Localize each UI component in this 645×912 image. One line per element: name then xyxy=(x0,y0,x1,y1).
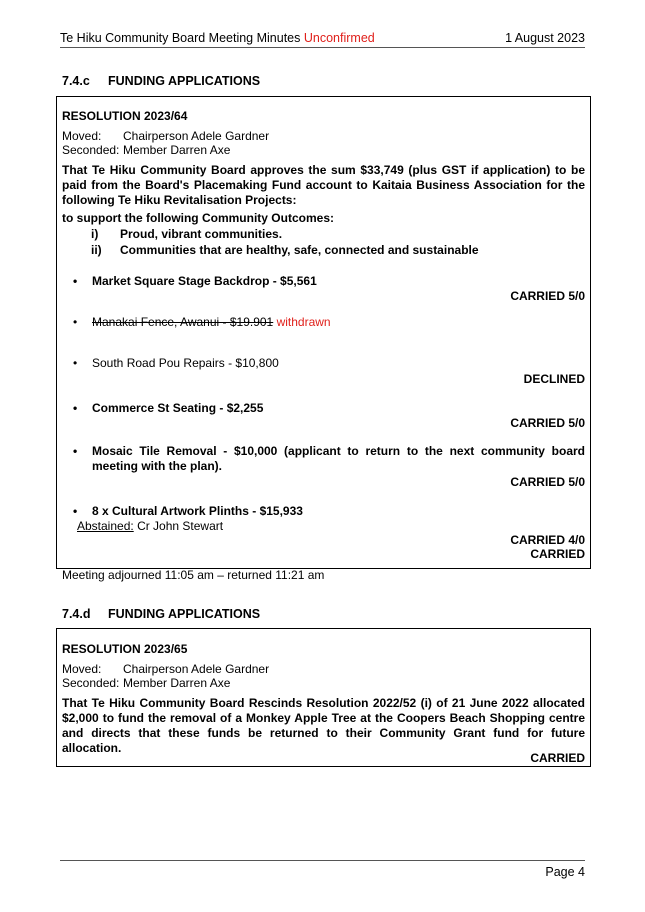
seconded-value: Member Darren Axe xyxy=(123,676,231,690)
outcome-item xyxy=(91,227,282,241)
seconded-label: Seconded: xyxy=(62,676,120,690)
moved-line xyxy=(62,662,269,676)
funding-item-result: CARRIED 5/0 xyxy=(510,416,585,430)
header-title-line xyxy=(60,31,375,45)
funding-item-result: CARRIED 5/0 xyxy=(510,289,585,303)
outcome-num: ii) xyxy=(91,243,102,257)
moved-label: Moved: xyxy=(62,129,102,143)
page-header xyxy=(60,31,585,48)
page-footer xyxy=(60,860,585,879)
motion-text: That Te Hiku Community Board approves the sum $33,749 (plus GST if application) to be paid from the Board's Placemaking Fund account to Kaitaia Business Association for the following Te Hiku Revitalisation Projects: xyxy=(62,163,585,207)
section-title: FUNDING APPLICATIONS xyxy=(108,607,261,621)
moved-line xyxy=(62,129,269,143)
page-number: Page 4 xyxy=(545,865,585,879)
final-result: CARRIED xyxy=(530,547,585,561)
withdrawn-note: withdrawn xyxy=(276,315,331,329)
abstained-value: Cr John Stewart xyxy=(137,519,224,533)
seconded-line xyxy=(62,676,230,690)
section-heading-2 xyxy=(62,607,260,621)
funding-item-text: 8 x Cultural Artwork Plinths - $15,933 xyxy=(92,504,303,518)
final-result: CARRIED xyxy=(530,751,585,765)
resolution-number: RESOLUTION 2023/65 xyxy=(62,642,188,656)
seconded-label: Seconded: xyxy=(62,143,120,157)
outcomes-intro: to support the following Community Outcomes: xyxy=(62,211,334,225)
funding-item-text: Commerce St Seating - $2,255 xyxy=(92,401,264,415)
funding-item-result: DECLINED xyxy=(523,372,585,386)
funding-item-text: Mosaic Tile Removal - $10,000 (applicant to return to the next community board meeting with the plan). xyxy=(92,444,585,473)
section-title: FUNDING APPLICATIONS xyxy=(108,74,261,88)
outcome-text: Communities that are healthy, safe, connected and sustainable xyxy=(120,243,479,257)
funding-item-result: CARRIED 5/0 xyxy=(510,475,585,489)
header-status: Unconfirmed xyxy=(303,31,375,45)
resolution-box-2 xyxy=(56,628,591,767)
funding-item-result: CARRIED 4/0 xyxy=(510,533,585,547)
outcome-text: Proud, vibrant communities. xyxy=(120,227,283,241)
section-heading-1 xyxy=(62,74,260,88)
funding-item-text: South Road Pou Repairs - $10,800 xyxy=(92,356,279,370)
funding-item-text: Market Square Stage Backdrop - $5,561 xyxy=(92,274,317,288)
moved-label: Moved: xyxy=(62,662,102,676)
resolution-box-1 xyxy=(56,96,591,569)
funding-item-text: Manakai Fence, Awanui - $19.901 xyxy=(92,315,274,329)
section-number: 7.4.d xyxy=(62,607,91,621)
section-number: 7.4.c xyxy=(62,74,90,88)
seconded-value: Member Darren Axe xyxy=(123,143,231,157)
moved-value: Chairperson Adele Gardner xyxy=(123,129,270,143)
seconded-line xyxy=(62,143,230,157)
motion-text: That Te Hiku Community Board Rescinds Resolution 2022/52 (i) of 21 June 2022 allocated $2,000 to fund the removal of a Monkey Apple Tree at the Coopers Beach Shopping centre and directs that these funds be returned to their Community Grant fund for future allocation. xyxy=(62,696,585,755)
adjournment-note: Meeting adjourned 11:05 am – returned 11:21 am xyxy=(62,568,325,582)
moved-value: Chairperson Adele Gardner xyxy=(123,662,270,676)
outcome-num: i) xyxy=(91,227,99,241)
outcome-item xyxy=(91,243,479,257)
resolution-number: RESOLUTION 2023/64 xyxy=(62,109,188,123)
header-date: 1 August 2023 xyxy=(505,31,585,45)
abstained-label: Abstained: xyxy=(77,519,134,533)
header-title: Te Hiku Community Board Meeting Minutes xyxy=(60,31,301,45)
abstained-line xyxy=(77,519,223,533)
